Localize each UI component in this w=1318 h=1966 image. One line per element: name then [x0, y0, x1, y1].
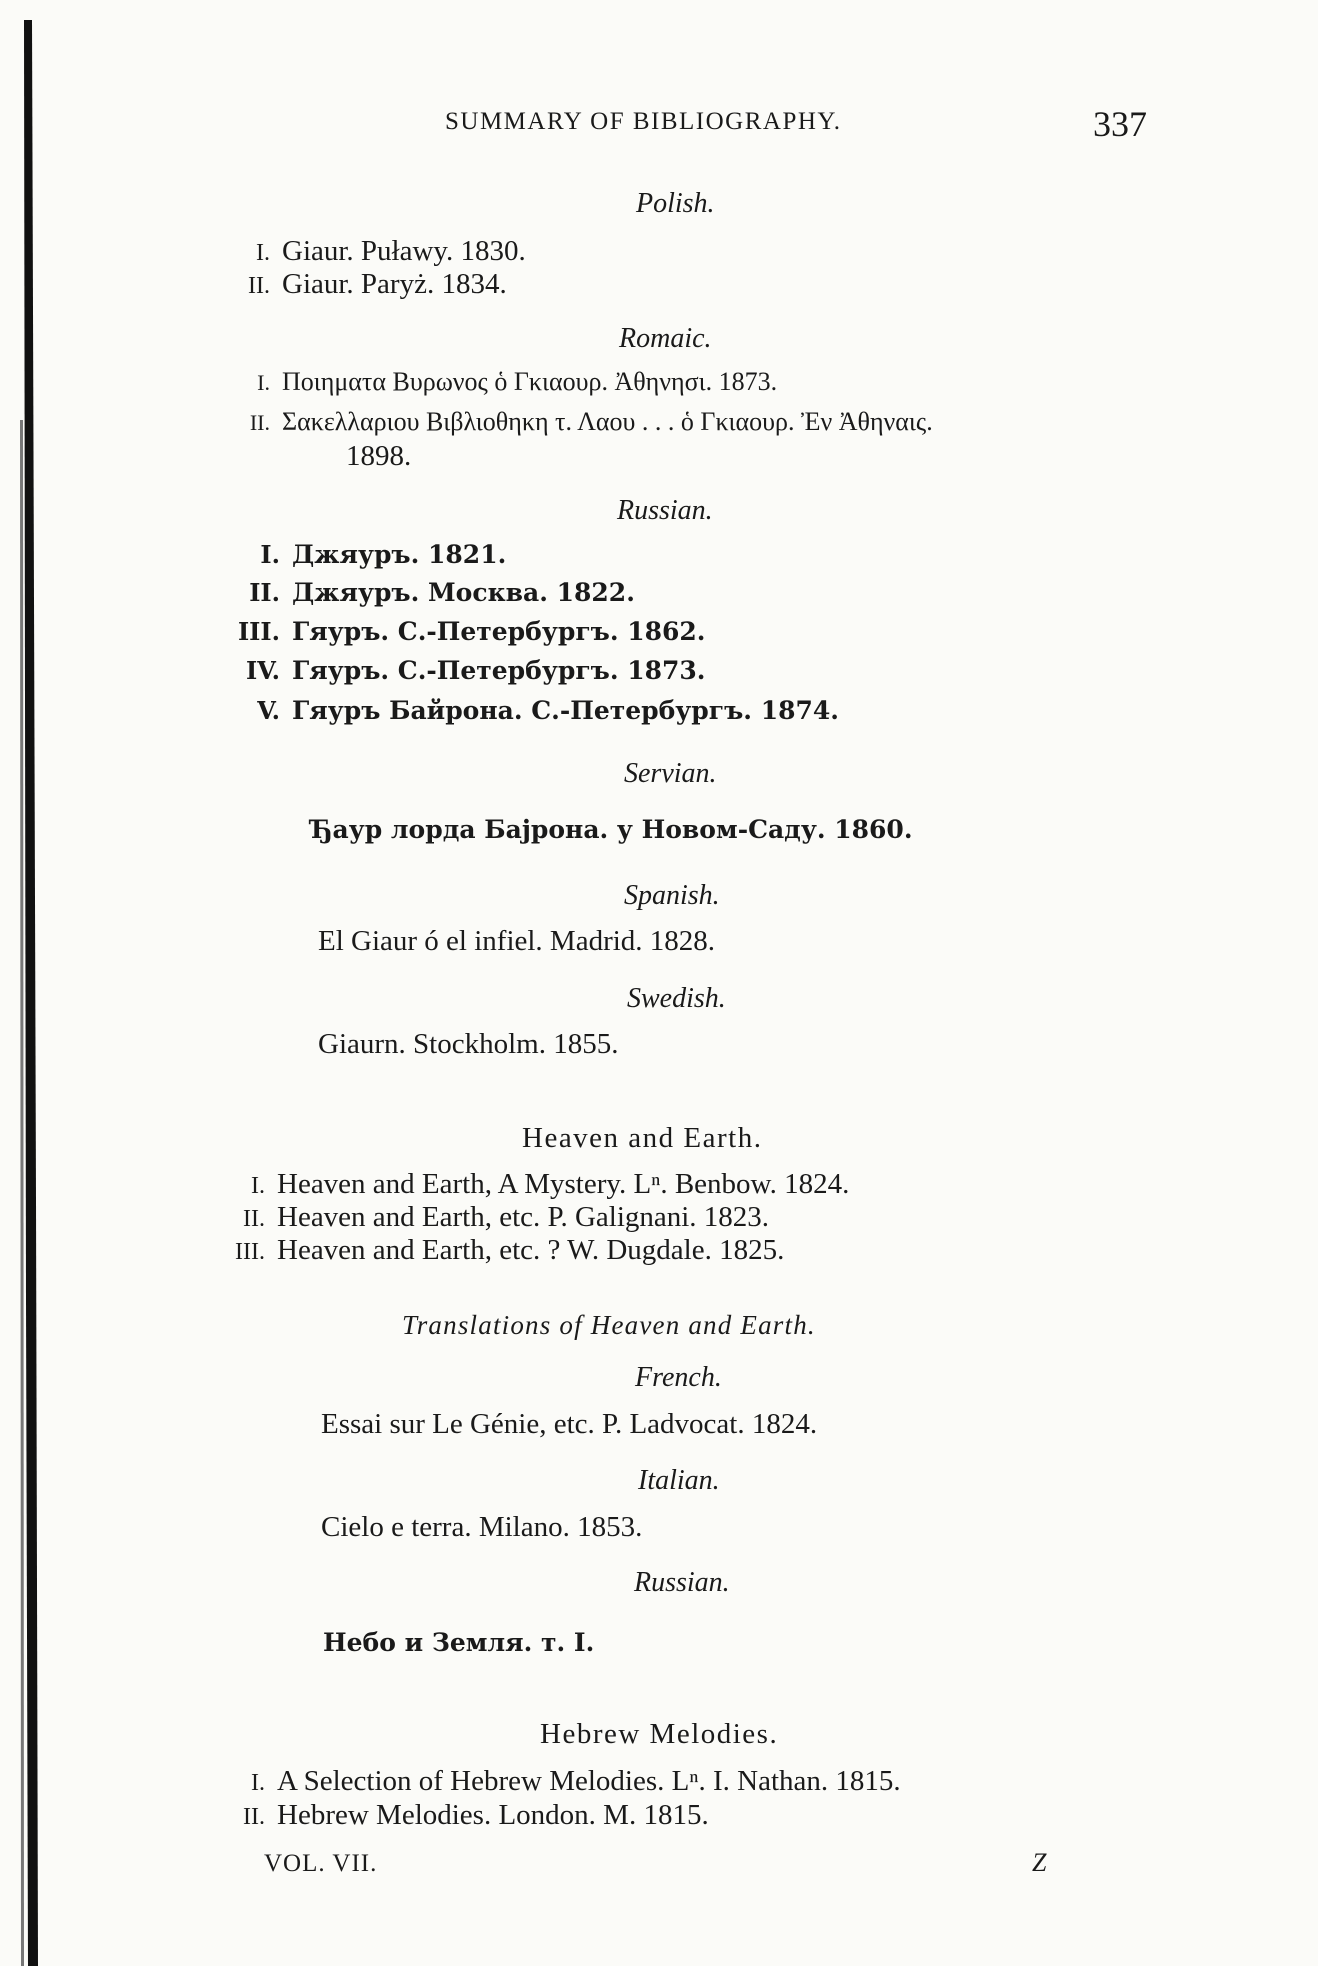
section-heading-heaven-and-earth: Heaven and Earth. — [522, 1122, 763, 1154]
entry-number: II. — [248, 273, 270, 299]
entry-continuation: 1898. — [346, 440, 412, 472]
entry-text: A Selection of Hebrew Melodies. Lⁿ. I. Nathan. 1815. — [277, 1765, 901, 1797]
scanned-page-edge — [18, 0, 54, 1966]
volume-footer: VOL. VII. — [264, 1850, 378, 1877]
entry-number: III. — [237, 617, 280, 646]
section-label-polish: Polish. — [636, 188, 715, 219]
entry-text: Джяуръ. 1821. — [292, 540, 507, 569]
entry-text: Σακελλαριου Βιβλιοθηκη τ. Λαου . . . ὁ Γκιαουρ. Ἐν Ἀθηναις. — [282, 407, 933, 436]
entry-text: Giaur. Puławy. 1830. — [282, 235, 526, 267]
entry-number: II. — [243, 1804, 265, 1830]
list-item — [230, 696, 839, 725]
entry-text: Гяуръ. С.-Петербургъ. 1873. — [292, 656, 706, 685]
entry-text: Heaven and Earth, A Mystery. Lⁿ. Benbow. 1824. — [277, 1168, 850, 1200]
list-item — [220, 268, 507, 301]
list-item — [220, 235, 526, 268]
entry-number: V. — [257, 696, 280, 725]
running-title: SUMMARY OF BIBLIOGRAPHY. — [445, 108, 842, 135]
list-item — [215, 1765, 901, 1798]
section-label-russian: Russian. — [617, 495, 713, 526]
entry-number: II. — [249, 410, 270, 435]
list-item — [230, 578, 635, 607]
entry-text: Heaven and Earth, etc. P. Galignani. 1823. — [277, 1201, 770, 1233]
entry-number: I. — [256, 240, 270, 266]
entry-number: I. — [251, 1770, 265, 1796]
section-label-french: French. — [635, 1362, 722, 1393]
section-label-swedish: Swedish. — [627, 983, 726, 1014]
list-item — [215, 1168, 849, 1201]
entry-text: Essai sur Le Génie, etc. P. Ladvocat. 1824. — [321, 1408, 818, 1440]
section-label-russian-2: Russian. — [634, 1567, 730, 1598]
list-item — [230, 656, 706, 685]
entry-number: II. — [243, 1206, 265, 1232]
entry-text: Giaur. Paryż. 1834. — [282, 268, 507, 300]
list-item — [220, 407, 933, 437]
entry-text: Heaven and Earth, etc. ? W. Dugdale. 1825. — [277, 1234, 785, 1266]
list-item — [220, 367, 777, 397]
entry-text: Hebrew Melodies. London. M. 1815. — [277, 1799, 709, 1831]
section-heading-hebrew-melodies: Hebrew Melodies. — [540, 1718, 779, 1750]
entry-text: Cielo e terra. Milano. 1853. — [321, 1511, 643, 1543]
section-label-romaic: Romaic. — [619, 323, 712, 354]
entry-text: Гяуръ Байрона. С.-Петербургъ. 1874. — [292, 696, 839, 725]
list-item — [230, 617, 706, 646]
entry-number: I. — [257, 370, 270, 395]
signature-mark: Z — [1032, 1848, 1047, 1877]
entry-number: I. — [260, 540, 280, 569]
section-label-servian: Servian. — [624, 758, 717, 789]
entry-number: IV. — [245, 656, 280, 685]
list-item — [215, 1799, 709, 1832]
entry-number: II. — [249, 578, 280, 607]
entry-text: Гяуръ. С.-Петербургъ. 1862. — [292, 617, 706, 646]
list-item — [215, 1201, 769, 1234]
list-item — [215, 1234, 784, 1267]
section-label-spanish: Spanish. — [624, 880, 720, 911]
entry-text: Ποιηματα Βυρωνος ὁ Γκιαουρ. Ἀθηνησι. 1873. — [282, 367, 778, 396]
section-heading-translations: Translations of Heaven and Earth. — [402, 1310, 816, 1340]
entry-text: El Giaur ó el infiel. Madrid. 1828. — [318, 925, 716, 957]
entry-text: Ђаур лорда Бајрона. у Новом-Саду. 1860. — [310, 815, 913, 844]
entry-text: Небо и Земля. т. I. — [323, 1628, 595, 1657]
page-number: 337 — [1093, 104, 1147, 144]
section-label-italian: Italian. — [638, 1465, 720, 1496]
list-item — [230, 540, 506, 569]
entry-text: Джяуръ. Москва. 1822. — [292, 578, 635, 607]
entry-number: III. — [235, 1239, 265, 1265]
entry-number: I. — [251, 1173, 265, 1199]
entry-text: Giaurn. Stockholm. 1855. — [318, 1028, 619, 1060]
